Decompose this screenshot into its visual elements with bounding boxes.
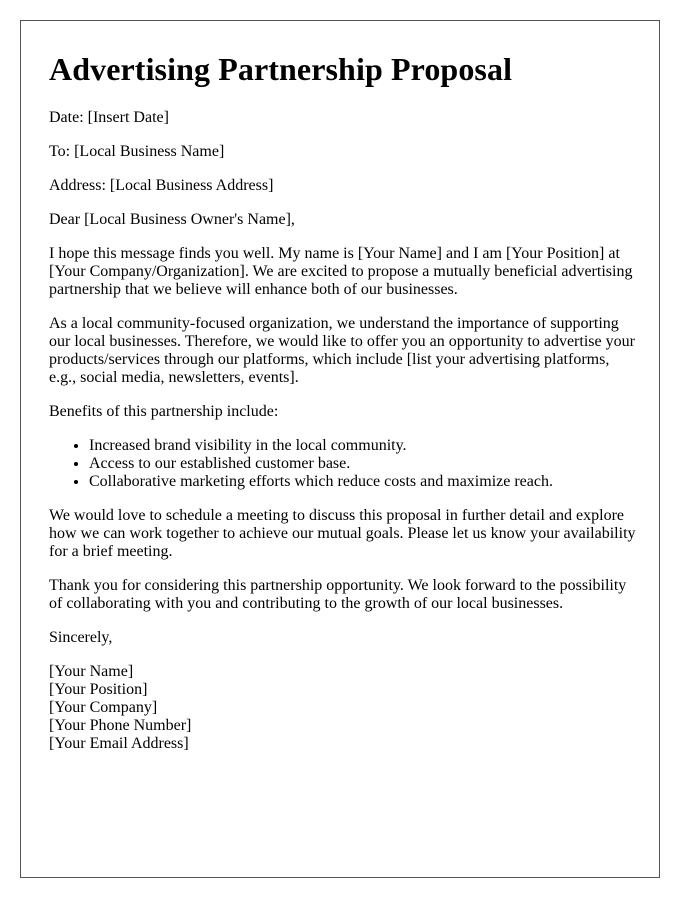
date-line: Date: [Insert Date]	[49, 109, 169, 126]
signature-name: [Your Name]	[49, 663, 134, 680]
benefits-list	[49, 437, 639, 491]
recipient-line: To: [Local Business Name]	[49, 143, 225, 160]
offer-paragraph: As a local community-focused organization, we understand the importance of supporting our local businesses. Therefore, we would like to offer you an opportunity to advertise your products/services through our platforms, which include [list your advertising platforms, e.g., social media, newsletters, events].	[49, 315, 635, 386]
letter-page	[20, 20, 660, 878]
list-item: • Collaborative marketing efforts which reduce costs and maximize reach.	[89, 473, 639, 491]
sign-off: Sincerely,	[49, 629, 113, 646]
list-item: • Increased brand visibility in the local community.	[89, 437, 639, 455]
signature-email: [Your Email Address]	[49, 735, 189, 752]
document-title: Advertising Partnership Proposal	[49, 51, 513, 87]
signature-phone: [Your Phone Number]	[49, 717, 192, 734]
salutation: Dear [Local Business Owner's Name],	[49, 211, 295, 228]
signature-position: [Your Position]	[49, 681, 148, 698]
thanks-paragraph: Thank you for considering this partnership opportunity. We look forward to the possibility of collaborating with you and contributing to the growth of our local businesses.	[49, 577, 627, 612]
list-item: • Access to our established customer base.	[89, 455, 639, 473]
intro-paragraph: I hope this message finds you well. My name is [Your Name] and I am [Your Position] at [Your Company/Organization]. We are excited to propose a mutually beneficial advertising partnership that we believe will enhance both of our businesses.	[49, 245, 633, 298]
signature-company: [Your Company]	[49, 699, 158, 716]
letter-content	[49, 51, 639, 753]
meeting-paragraph: We would love to schedule a meeting to discuss this proposal in further detail and explore how we can work together to achieve our mutual goals. Please let us know your availability for a brief meeting.	[49, 507, 636, 560]
signature-block	[49, 663, 639, 753]
benefits-heading: Benefits of this partnership include:	[49, 403, 279, 420]
address-line: Address: [Local Business Address]	[49, 177, 274, 194]
